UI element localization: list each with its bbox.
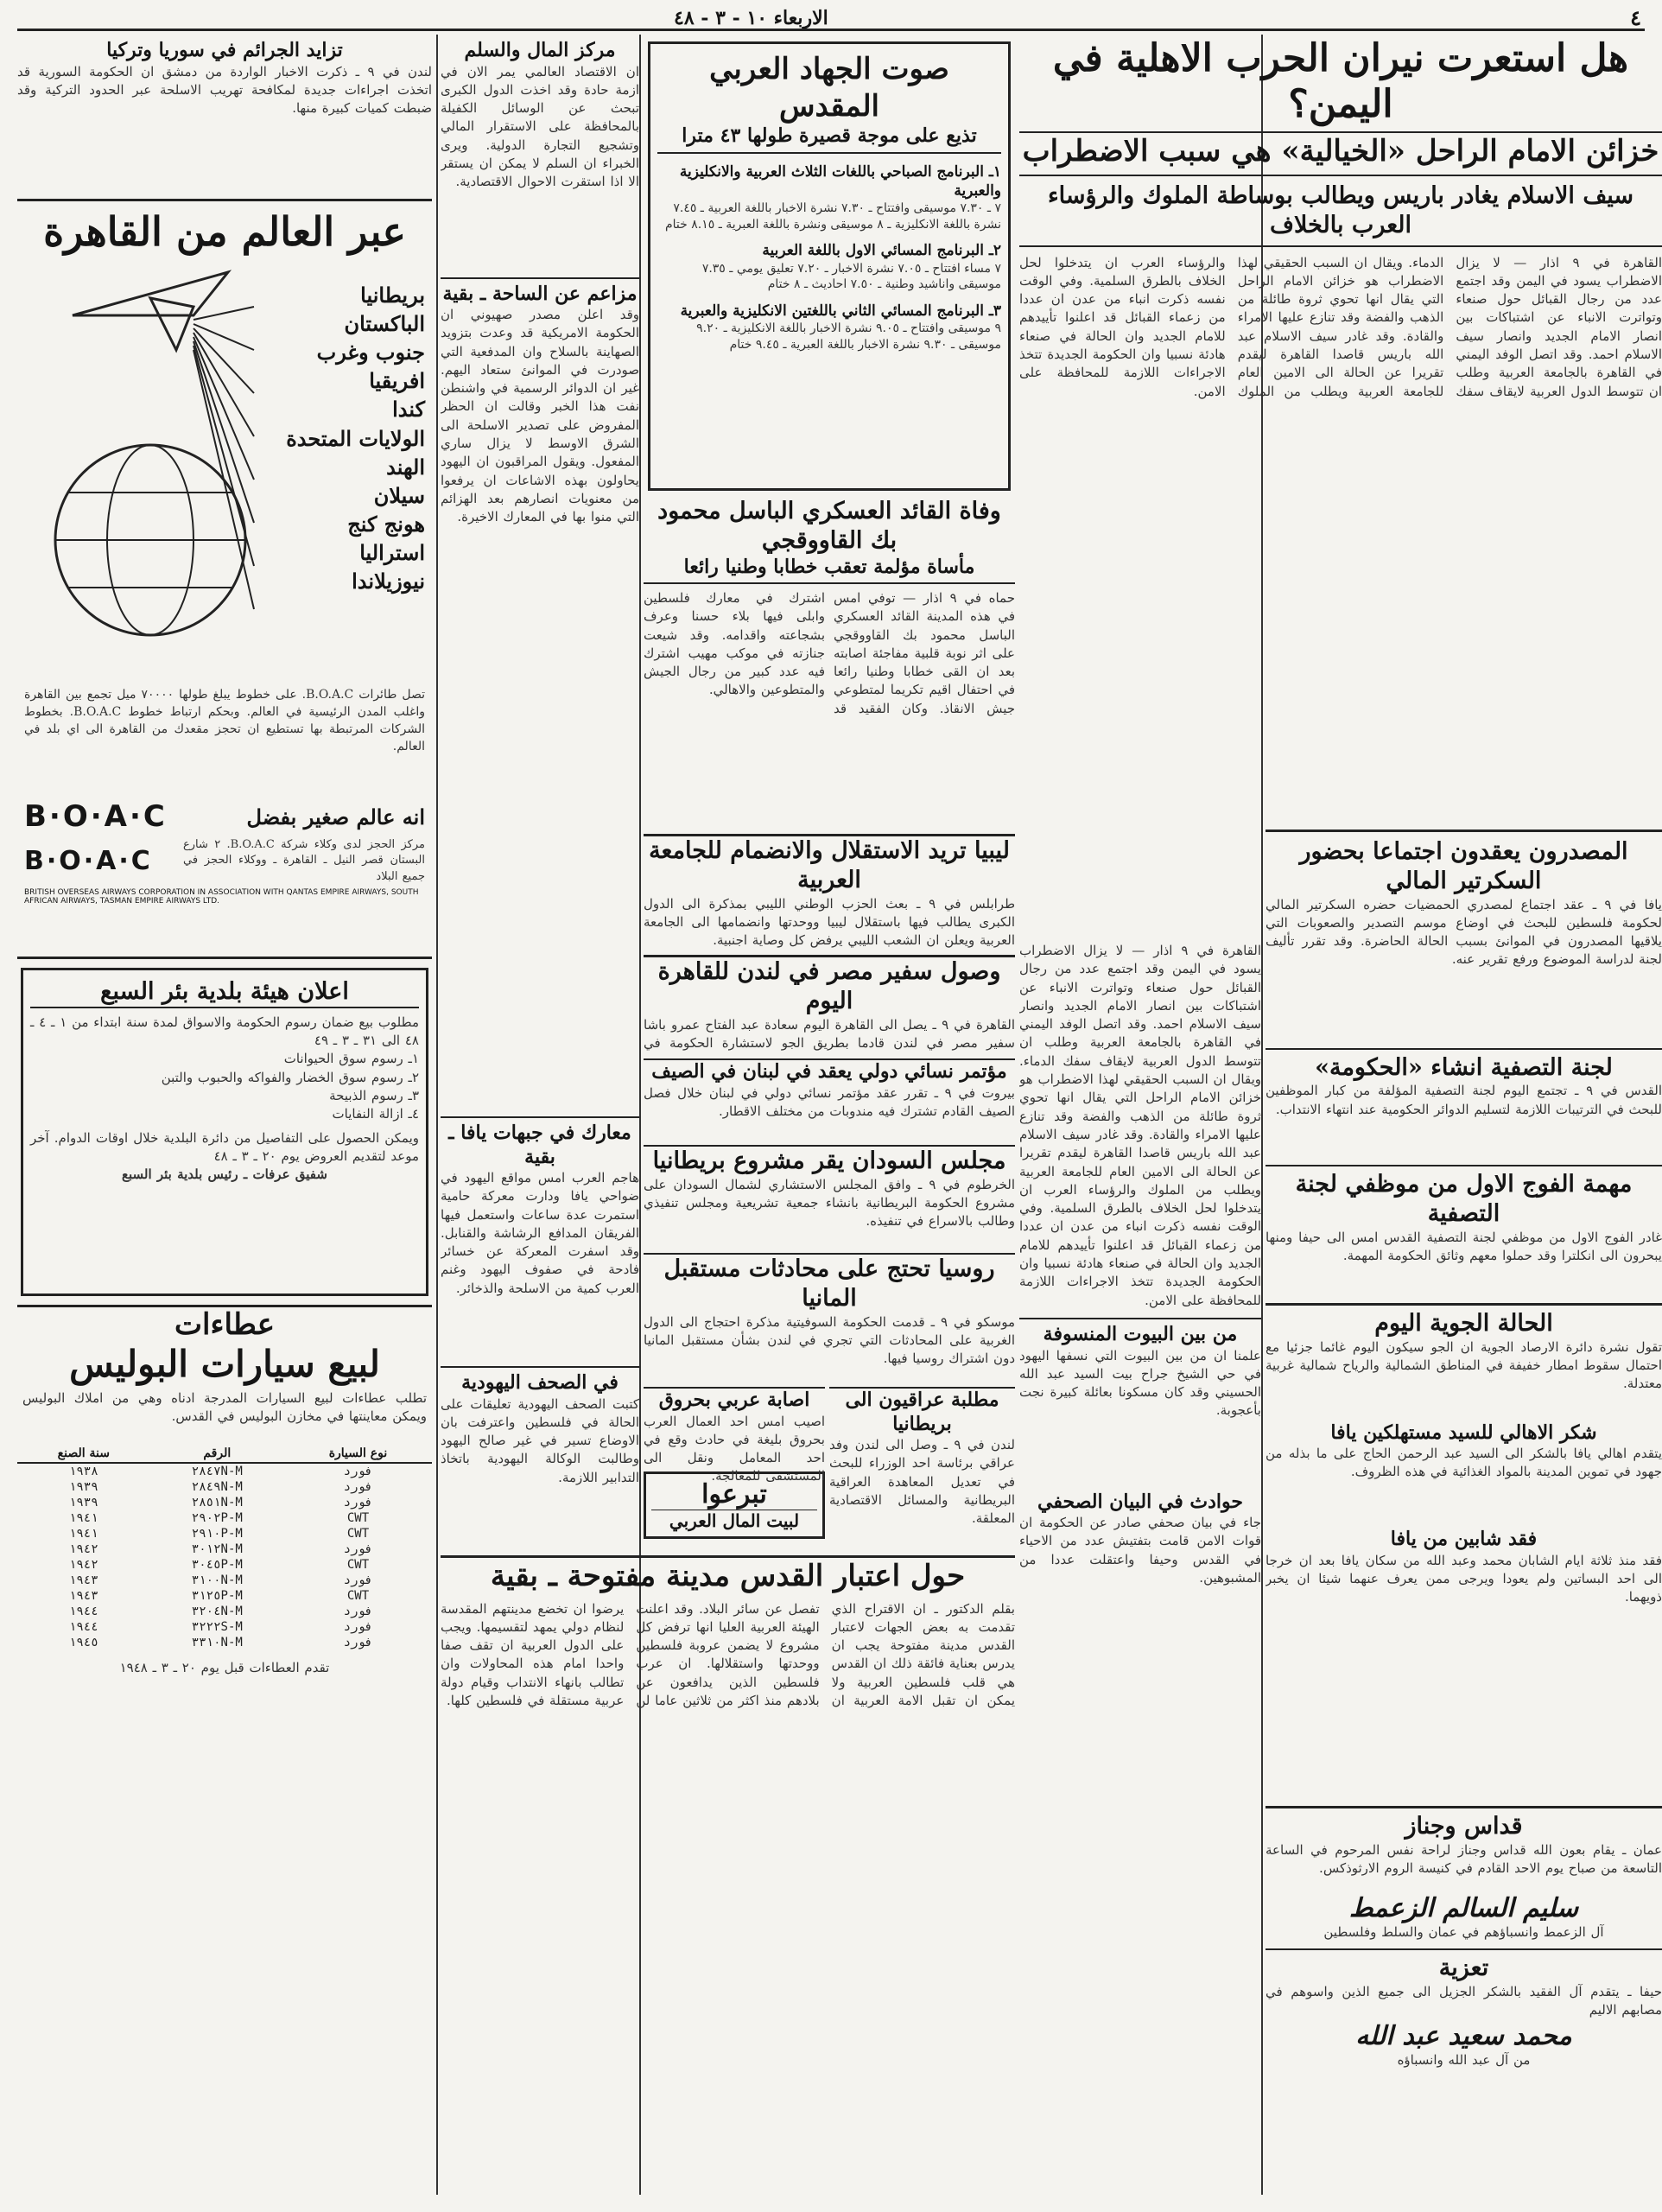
table-row	[17, 1510, 432, 1526]
table-row	[17, 1588, 432, 1604]
envoy-headline: وصول سفير مصر في لندن للقاهرة اليوم	[657, 958, 1001, 1014]
boac-tagline: انه عالم صغير بفضل	[246, 804, 425, 830]
table-cell: M-٣١٢٥P	[191, 1589, 243, 1604]
table-row	[17, 1604, 432, 1619]
notice-item: ٣ـ رسوم الذبيحة	[329, 1087, 419, 1103]
radio-item-1-head: ١ـ البرنامج الصباحي باللغات الثلاث العربية والانكليزية والعبرية	[679, 162, 1001, 200]
destination-item: كندا	[392, 397, 425, 423]
qawuqji-story	[644, 497, 1015, 842]
radio-item-3-text: ٩ موسيقى وافتتاح ـ ٩.٠٥ نشرة الاخبار باللغة الانكليزية ـ ٩.٢٠ موسيقى ـ ٩.٣٠ نشرة الاخبار باللغة العبرية ـ ٩.٤٥ ختام	[696, 321, 1001, 353]
table-cell: ١٩٤٣	[68, 1573, 98, 1588]
destination-item: نيوزيلاندا	[352, 569, 425, 594]
claims-headline: مزاعم عن الساحة ـ بقية	[441, 277, 639, 307]
tender-title: عطاءات	[174, 1307, 275, 1342]
destination-item: الهند	[386, 454, 425, 480]
table-cell: فورد	[343, 1636, 373, 1650]
table-cell: M-٣١٠٠N	[191, 1573, 243, 1588]
boac-title: عبر العالم من القاهرة	[43, 208, 406, 255]
column-header: نوع السيارة	[284, 1445, 432, 1463]
column-header: سنة الصنع	[17, 1445, 150, 1463]
boac-description: تصل طائرات B.O.A.C. على خطوط يبلغ طولها ٧٠٠٠٠ ميل تجمع بين القاهرة واغلب المدن الرئيسية في العالم. وبحكم ارتباط خطوط B.O.A.C. بخطوط الشركات المرتبطة بها تستطيع ان تحجز مقعدك من القاهرة الى اي بلد في العالم.	[24, 688, 426, 753]
table-cell: ١٩٤٤	[68, 1620, 98, 1635]
page-number: ٤	[1630, 5, 1641, 30]
weather-body: تقول نشرة دائرة الارصاد الجوية ان الجو سيكون اليوم غائما جزئيا مع احتمال سقوط امطار خفيفة في المناطق الشمالية والرياح شمالية غربية معتدلة.	[1266, 1338, 1662, 1392]
notice-item: ٤ـ ازالة النفايات	[332, 1106, 419, 1122]
notice-body: مطلوب بيع ضمان رسوم الحكومة والاسواق لمدة سنة ابتداء من ١ ـ ٤ ـ ٤٨ الى ٣١ ـ ٣ ـ ٤٩	[30, 1014, 419, 1049]
table-row	[17, 1463, 432, 1479]
sudan-headline: مجلس السودان يقر مشروع بريطانيا	[652, 1147, 1006, 1174]
mass-body: عمان ـ يقام بعون الله قداس وجناز لراحة نفس المرحوم في الساعة التاسعة من صباح يوم الاحد القادم في كنيسة الروم الارثوذكس.	[1266, 1841, 1662, 1877]
women-headline: مؤتمر نسائي دولي يعقد في لبنان في الصيف	[651, 1060, 1007, 1083]
tender-subtitle: لبيع سيارات البوليس	[69, 1342, 380, 1385]
commerce-headline: شكر الاهالي للسيد مستهلكين يافا	[1330, 1421, 1597, 1444]
jaffa-battles-body: هاجم العرب امس مواقع اليهود في ضواحي يافا ودارت معركة حامية استمرت عدة ساعات واستعمل فيها الفريقان المدافع الرشاشة والقنابل. وقد اسفرت المعركة عن خسائر فادحة في صفوف اليهود وغنم العرب كمية من الاسلحة والذخائر.	[441, 1170, 639, 1296]
table-cell: فورد	[343, 1605, 373, 1619]
table-row	[17, 1526, 432, 1541]
table-cell: M-٢٨٤٧N	[191, 1465, 243, 1479]
condolence-body: حيفا ـ يتقدم آل الفقيد بالشكر الجزيل الى جميع الذين واسوهم في مصابهم الاليم	[1266, 1983, 1662, 2018]
exporters-headline: المصدرون يعقدون اجتماعا بحضور السكرتير المالي	[1266, 830, 1662, 896]
destination-item: استراليا	[359, 539, 425, 565]
envoy-story	[644, 955, 1015, 1054]
commerce-body: يتقدم اهالي يافا بالشكر الى السيد عبد الرحمن الحاج على ما بذله من جهود في تموين المدينة بالمواد الغذائية في هذه الظروف.	[1266, 1446, 1662, 1480]
table-cell: فورد	[343, 1480, 373, 1495]
destination-item: بريطانيا	[360, 283, 425, 308]
table-cell: M-٣٣١٠N	[191, 1636, 243, 1650]
notice-footer: ويمكن الحصول على التفاصيل من دائرة البلدية خلال اوقات الدوام. آخر موعد لتقديم العروض يوم ٢٠ ـ ٣ ـ ٤٨	[30, 1129, 419, 1164]
condolence-headline: تعزية	[1266, 1948, 1662, 1983]
radio-item-1-text: ٧ ـ ٧.٣٠ موسيقى وافتتاح ـ ٧.٣٠ نشرة الاخبار باللغة العربية ـ ٧.٤٥ نشرة باللغة الانكليزية ـ ٨ موسيقى ونشرة باللغة العبرية ـ ٨.١٥ ختام	[664, 200, 1001, 232]
condolence-family: من آل عبد الله وانسباؤه	[1397, 2051, 1531, 2068]
destination-item: الولايات المتحدة	[286, 425, 425, 451]
notice-title: اعلان هيئة بلدية بئر السبع	[30, 977, 419, 1008]
yemen-body: القاهرة في ٩ اذار — لا يزال الاضطراب يسود في اليمن وقد اجتمع عدد من رجال القبائل حول صنعاء وتواترت الانباء عن اشتباكات بين انصار الامام الجديد وانصار سيف الاسلام احمد. وقد اتصل الوفد اليمني في القاهرة بالجامعة العربية وطلب ان تتوسط الدول العربية لايقاف سفك الدماء. ويقال ان السبب الحقيقي لهذا الاضطراب هو خزائن الامام الراحل التي يقال انها تحوي ثروة طائلة من الذهب والفضة وقد تنازع عليها الامراء والقادة. وقد غادر سيف الاسلام عبد الله باريس قاصدا القاهرة ليقدم تقريرا عن الحالة الى الامين العام للجامعة العربية ويطلب من الملوك والرؤساء العرب ان يتدخلوا لحل الخلاف بالطرق السلمية. وفي الوقت نفسه ذكرت انباء من عدن ان عددا من زعماء القبائل قد اعلنوا تأييدهم للامام الجديد وان الحالة في صنعاء هادئة نسبيا وان الحكومة الجديدة تتخذ الاجراءات اللازمة للمحافظة على الامن.	[1019, 254, 1662, 399]
notices-block	[1266, 1806, 1662, 2203]
vehicle-table	[17, 1445, 432, 1650]
table-cell: فورد	[343, 1573, 373, 1588]
table-cell: فورد	[343, 1620, 373, 1635]
libya-headline: ليبيا تريد الاستقلال والانضمام للجامعة العربية	[649, 837, 1010, 893]
destination-item: سيلان	[373, 482, 425, 508]
table-cell: CWT	[346, 1527, 370, 1541]
syria-headline: تزايد الجرائم في سوريا وتركيا	[106, 39, 343, 61]
jerusalem-headline: حول اعتبار القدس مدينة مفتوحة ـ بقية	[490, 1559, 966, 1593]
table-cell: M-٢٩١٠P	[191, 1527, 243, 1541]
yemen-subheadline: خزائن الامام الراحل «الخيالية» هي سبب الاضطراب	[1019, 131, 1662, 170]
table-cell: ١٩٣٩	[68, 1480, 98, 1495]
table-cell: ١٩٤٥	[68, 1636, 98, 1650]
table-cell: M-٣٢٢٢S	[191, 1620, 243, 1635]
sudan-story	[644, 1145, 1015, 1249]
houses-headline: من بين البيوت المنسوفة	[1019, 1318, 1261, 1347]
donate-title: تبرعوا	[701, 1478, 767, 1510]
boac-advertisement	[17, 199, 432, 959]
destination-item: هونج كنج	[347, 511, 425, 537]
weather-headline: الحالة الجوية اليوم	[1266, 1303, 1662, 1338]
libya-story	[644, 834, 1015, 950]
table-cell: ١٩٣٨	[68, 1465, 98, 1479]
table-cell: ١٩٤٢	[68, 1542, 98, 1557]
envoy-body: القاهرة في ٩ ـ يصل الى القاهرة اليوم سعادة عبد الفتاح عمرو باشا سفير مصر في لندن قادما بطريق الجو لاستشارة الحكومة في	[644, 1016, 1015, 1051]
radio-title: صوت الجهاد العربي المقدس	[709, 52, 949, 124]
economy-body: ان الاقتصاد العالمي يمر الان في ازمة حادة وقد اخذت الدول الكبرى تبحث عن الوسائل الكفيلة بالمحافظة على الاستقرار المالي وتشجيع التجارة الدولية. ويرى الخبراء ان السلم لا يمكن ان يستقر الا اذا استقرت الاحوال الاقتصادية.	[441, 63, 639, 190]
table-cell: فورد	[343, 1465, 373, 1479]
qawuqji-deck: مأساة مؤلمة تعقب خطابا وطنيا رائعا	[644, 556, 1015, 585]
exporters-body: يافا في ٩ ـ عقد اجتماع لمصدري الحمضيات حضره السكرتير المالي لحكومة فلسطين للبحث في اوضاع موسم التصدير والصعوبات التي يلاقيها المصدرون في الموانئ بسبب الحالة الحاضرة. وقد تقرر تأليف لجنة لدراسة الموضوع ورفع تقرير عنه.	[1266, 896, 1662, 968]
table-cell: ١٩٤٤	[68, 1605, 98, 1619]
russia-headline: روسيا تحتج على محادثات مستقبل المانيا	[663, 1255, 995, 1312]
table-cell: ١٩٤٣	[68, 1589, 98, 1604]
iraq-story	[829, 1387, 1015, 1551]
table-cell: M-٢٨٥١N	[191, 1496, 243, 1510]
radio-item-2-head: ٢ـ البرنامج المسائي الاول باللغة العربية	[762, 242, 1001, 260]
car-tender-ad	[17, 1305, 432, 2195]
russia-body: موسكو في ٩ ـ قدمت الحكومة السوفيتية مذكرة احتجاج الى الدول الغربية على المحادثات التي تجري في لندن بشأن مستقبل المانيا دون اشتراك روسيا فيها.	[644, 1313, 1015, 1367]
tender-body: تطلب عطاءات لبيع السيارات المدرجة ادناه وهي من املاك البوليس ويمكن معاينتها في مخازن البوليس في القدس.	[22, 1390, 427, 1425]
table-cell: فورد	[343, 1496, 373, 1510]
boac-logo: B·O·A·C	[24, 799, 168, 834]
jewish-press-headline: في الصحف اليهودية	[441, 1366, 639, 1395]
boac-footer: BRITISH OVERSEAS AIRWAYS CORPORATION IN ASSOCIATION WITH QANTAS EMPIRE AIRWAYS, SOUTH AFRICAN AIRWAYS, TASMAN EMPIRE AIRWAYS LTD.	[24, 888, 419, 906]
radio-item-2-text: ٧ مساء افتتاح ـ ٧.٠٥ نشرة الاخبار ـ ٧.٢٠ تعليق يومي ـ ٧.٣٥ موسيقى واناشيد وطنية ـ ٧.٥٠ احاديث ـ ٨ ختام	[701, 261, 1001, 292]
mass-headline: قداس وجناز	[1405, 1813, 1523, 1840]
libya-body: طرابلس في ٩ ـ بعث الحزب الوطني الليبي بمذكرة الى الدول الكبرى يطالب فيها باستقلال ليبيا ووحدتها وانضمامها الى الجامعة العربية ويعلن ان الشعب الليبي يرفض كل وصاية اجنبية.	[644, 895, 1015, 949]
masthead-strip	[17, 5, 1645, 31]
mass-family: آل الزعمط وانسباؤهم في عمان والسلط وفلسطين	[1323, 1923, 1604, 1940]
third-column	[441, 39, 639, 1551]
tender-footer: تقدم العطاءات قبل يوم ٢٠ ـ ٣ ـ ١٩٤٨	[119, 1660, 330, 1676]
claims-body: وقد اعلن مصدر صهيوني ان الحكومة الامريكية قد وعدت بتزويد الصهاينة بالسلاح وان المدفعية التي صودرت في الموانئ ستعاد اليهم. غير ان الدوائر الرسمية في واشنطن نفت هذا الخبر وقالت ان الحظر المفروض على تصدير الاسلحة الى الشرق الاوسط لا يزال ساري المفعول. ويقول المراقبون ان اليهود يحاولون بهذه الاشاعات ان يرفعوا من معنويات انصارهم بعد الهزائم التي منوا بها في المعارك الاخيرة.	[441, 307, 639, 525]
corps-body: غادر الفوج الاول من موظفي لجنة التصفية القدس امس الى حيفا ومنها يبحرون الى انكلترا وقد حملوا معهم وثائق الحكومة المهمة.	[1266, 1229, 1662, 1264]
press-body: جاء في بيان صحفي صادر عن الحكومة ان قوات الامن قامت بتفتيش عدد من الاحياء في القدس وحيفا واعتقلت عددا من المشبوهين.	[1019, 1515, 1261, 1586]
burns-body: اصيب امس احد العمال العرب بحروق بليغة في حادث وقع في احد المعامل ونقل الى المستشفى للمعالجة.	[644, 1413, 825, 1484]
houses-body: علمنا ان من بين البيوت التي نسفها اليهود في حي الشيخ جراح بيت السيد عبد الله الحسيني وقد كان مسكونا بعائلة كبيرة نجت بأعجوبة.	[1019, 1347, 1261, 1419]
destination-item: الباكستان	[344, 311, 425, 337]
radio-schedule-box	[648, 41, 1011, 491]
jaffa-battles-headline: معارك في جبهات يافا ـ بقية	[441, 1116, 639, 1169]
table-cell: M-٢٨٤٩N	[191, 1480, 243, 1495]
table-row	[17, 1479, 432, 1495]
qawuqji-body: حماه في ٩ اذار — توفي امس في هذه المدينة القائد العسكري الباسل محمود بك القاووقجي على اثر نوبة قلبية مفاجئة اصابته بعد ان القى خطابا وطنيا رائعا في احتفال اقيم تكريما لمتطوعي جيش الانقاذ. وكان الفقيد قد اشترك في معارك فلسطين وابلى فيها بلاء حسنا وعرف بشجاعته واقدامه. وقد شيعت جنازته في موكب مهيب اشترك فيه عدد كبير من رجال الجيش والمتطوعين والاهالي.	[644, 590, 1015, 716]
column-header: الرقم	[150, 1445, 284, 1463]
table-cell: CWT	[346, 1589, 370, 1604]
burns-story	[644, 1387, 825, 1551]
jerusalem-story	[441, 1555, 1015, 2195]
table-cell: ١٩٤١	[68, 1511, 98, 1526]
yemen-headline: هل استعرت نيران الحرب الاهلية في اليمن؟	[1052, 36, 1629, 126]
iraq-headline: مطلبة عراقيون الى بريطانيا	[845, 1389, 999, 1435]
boac-agents: مركز الحجز لدى وكلاء شركة B.O.A.C. ٢ شارع البستان قصر النيل ـ القاهرة ـ ووكلاء الحجز في جميع البلاد	[183, 838, 425, 883]
destination-list	[261, 281, 425, 595]
sudan-body: الخرطوم في ٩ ـ وافق المجلس الاستشاري لشمال السودان على مشروع الحكومة البريطانية بانشاء جمعية تشريعية ومجلس تنفيذي وطالب بالاسراع في تنفيذه.	[644, 1176, 1015, 1230]
burns-headline: اصابة عربي بحروق	[658, 1389, 810, 1411]
table-cell: M-٣٢٠٤N	[191, 1605, 243, 1619]
column-rule	[436, 35, 438, 2195]
issue-date: الاربعاء ١٠ - ٣ - ٤٨	[674, 7, 828, 29]
radio-subtitle: تذيع على موجة قصيرة طولها ٤٣ مترا	[657, 124, 1001, 154]
corps-headline: مهمة الفوج الاول من موظفي لجنة التصفية	[1266, 1165, 1662, 1229]
table-cell: M-٣٠١٢N	[191, 1542, 243, 1557]
missing-headline: فقد شابين من يافا	[1390, 1528, 1538, 1550]
notice-signature: شفيق عرفات ـ رئيس بلدية بئر السبع	[122, 1166, 327, 1183]
condolence-name: محمد سعيد عبد الله	[1355, 2020, 1572, 2051]
table-row	[17, 1557, 432, 1573]
radio-item-3-head: ٣ـ البرنامج المسائي الثاني باللغتين الانكليزية والعبرية	[680, 302, 1001, 321]
yemen-continued	[1019, 942, 1261, 1313]
liquidation-body: القدس في ٩ ـ تجتمع اليوم لجنة التصفية المؤلفة من كبار الموظفين للبحث في الترتيبات اللازمة لتسليم الدوائر الحكومية عند انتهاء الانتداب.	[1266, 1083, 1662, 1117]
mass-name: سليم السالم الزعمط	[1348, 1892, 1579, 1923]
municipal-notice-box	[21, 968, 428, 1296]
russia-story	[644, 1253, 1015, 1382]
yemen-deck: سيف الاسلام يغادر باريس ويطالب بوساطة الملوك والرؤساء العرب بالخلاف	[1019, 175, 1662, 247]
table-cell: CWT	[346, 1558, 370, 1573]
economy-headline: مركز المال والسلم	[464, 39, 616, 61]
destination-item: جنوب وغرب افريقيا	[316, 340, 425, 394]
women-body: بيروت في ٩ ـ تقرر عقد مؤتمر نسائي دولي في لبنان خلال فصل الصيف القادم تشترك فيه مندوبات من مختلف الاقطار.	[644, 1084, 1015, 1119]
fourth-column-top	[17, 39, 432, 194]
table-row	[17, 1635, 432, 1650]
notice-item: ٢ـ رسوم سوق الخضار والفواكه والحبوب والتبن	[161, 1069, 419, 1085]
table-cell: ١٩٤٢	[68, 1558, 98, 1573]
press-headline: حوادث في البيان الصحفي	[1037, 1490, 1243, 1513]
syria-body: لندن في ٩ ـ ذكرت الاخبار الواردة من دمشق ان الحكومة السورية قد اتخذت اجراءات جديدة لمكافحة تهريب الاسلحة عبر الحدود التركية وقد ضبطت كميات كبيرة منها.	[17, 63, 432, 117]
boac-logo-secondary: B·O·A·C	[24, 846, 153, 877]
table-cell: ١٩٤١	[68, 1527, 98, 1541]
globe-airplane-illustration	[21, 255, 263, 670]
vehicle-table-body	[17, 1463, 432, 1650]
notice-item: ١ـ رسوم سوق الحيوانات	[283, 1051, 419, 1067]
table-cell: M-٢٩٠٢P	[191, 1511, 243, 1526]
table-row	[17, 1541, 432, 1557]
yemen-continued-body: القاهرة في ٩ اذار — لا يزال الاضطراب يسود في اليمن وقد اجتمع عدد من رجال القبائل حول صنعاء وتواترت الانباء عن اشتباكات بين انصار الامام الجديد وانصار سيف الاسلام احمد. وقد اتصل الوفد اليمني في القاهرة بالجامعة العربية وطلب ان تتوسط الدول العربية لايقاف سفك الدماء. ويقال ان السبب الحقيقي لهذا الاضطراب هو خزائن الامام الراحل التي يقال انها تحوي ثروة طائلة من الذهب والفضة وقد تنازع عليها الامراء والقادة. وقد غادر سيف الاسلام عبد الله باريس قاصدا القاهرة ليقدم تقريرا عن الحالة الى الامين العام للجامعة العربية ويطلب من الملوك والرؤساء العرب ان يتدخلوا لحل الخلاف بالطرق السلمية. وفي الوقت نفسه ذكرت انباء من عدن ان عددا من زعماء القبائل قد اعلنوا تأييدهم للامام الجديد وان الحالة في صنعاء هادئة نسبيا وان الحكومة الجديدة تتخذ الاجراءات اللازمة للمحافظة على الامن.	[1019, 943, 1261, 1308]
table-row	[17, 1495, 432, 1510]
jewish-press-body: كتبت الصحف اليهودية تعليقات على الحالة في فلسطين واعترفت بان الاوضاع تسير في غير صالح اليهود وطالبت الوكالة اليهودية باتخاذ التدابير اللازمة.	[441, 1395, 639, 1485]
iraq-body: لندن في ٩ ـ وصل الى لندن وفد عراقي برئاسة احد الوزراء للبحث في تعديل المعاهدة العراقية البريطانية والمسائل الاقتصادية المعلقة.	[829, 1437, 1015, 1527]
liquidation-headline: لجنة التصفية انشاء «الحكومة»	[1266, 1048, 1662, 1083]
right-column-inner	[1019, 1318, 1261, 1836]
table-cell: CWT	[346, 1511, 370, 1526]
table-cell: فورد	[343, 1542, 373, 1557]
jerusalem-body: بقلم الدكتور ـ ان الاقتراح الذي تقدمت به بعض الجهات لاعتبار القدس مدينة مفتوحة يجب ان يدرس بعناية فائقة ذلك ان القدس هي قلب فلسطين العربية ولا يمكن ان تقبل الامة العربية ان تفصل عن سائر البلاد. وقد اعلنت الهيئة العربية العليا انها ترفض كل مشروع لا يضمن عروبة فلسطين ووحدتها واستقلالها. ان عرب فلسطين الذين يدافعون عن بلادهم منذ اكثر من ثلاثين عاما لن يرضوا ان تخضع مدينتهم المقدسة لنظام دولي يمهد لتقسيمها. ويجب على الدول العربية ان تقف صفا واحدا امام هذه المحاولات وان تطالب بانهاء الانتداب وقيام دولة عربية مستقلة في فلسطين كلها.	[441, 1600, 1015, 1708]
women-conference-story	[644, 1058, 1015, 1141]
table-cell: M-٣٠٤٥P	[191, 1558, 243, 1573]
table-row	[17, 1573, 432, 1588]
qawuqji-headline: وفاة القائد العسكري الباسل محمود بك القاووقجي	[657, 498, 1001, 554]
donate-subtitle: لبيت المال العربي	[651, 1510, 817, 1531]
table-cell: ١٩٣٩	[68, 1496, 98, 1510]
missing-body: فقد منذ ثلاثة ايام الشابان محمد وعبد الله من سكان يافا بعد ان خرجا الى احد البساتين ولم يعودا ويرجى ممن يعرف عنهما شيئا ان يخبر ذويهما.	[1266, 1552, 1662, 1605]
table-row	[17, 1619, 432, 1635]
